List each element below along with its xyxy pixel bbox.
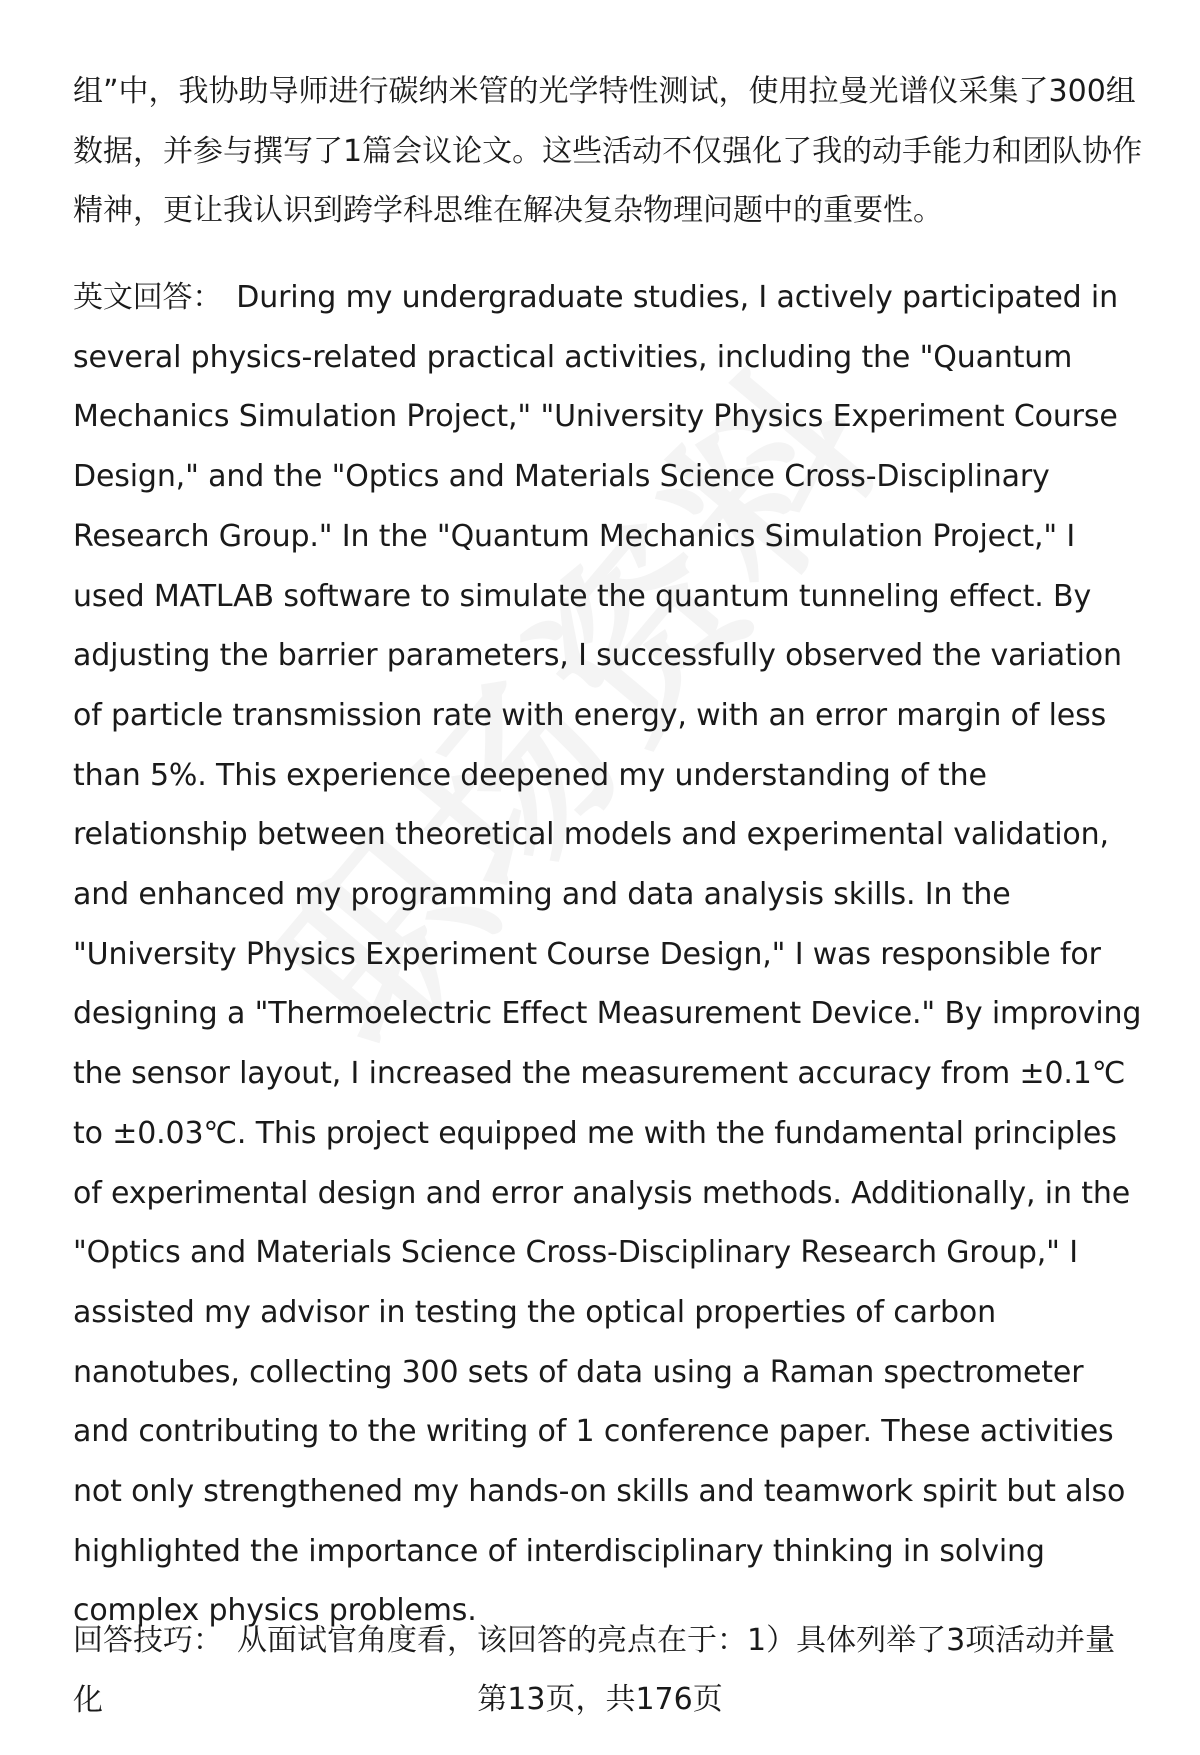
answer-tips-text: 从面试官角度看，该回答的亮点在于：1）具体列举了3项活动并量化 [73,1623,1116,1718]
page-number-footer: 第13页，共176页 [477,1682,723,1717]
continued-chinese-paragraph: 组”中，我协助导师进行碳纳米管的光学特性测试，使用拉曼光谱仪采集了300组数据，并参与撰写了1篇会议论文。这些活动不仅强化了我的动手能力和团队协作精神，更让我认识到跨学科思维在解决复杂物理问题中的重要性。 [73,74,1143,229]
english-answer-paragraph [73,268,1143,1641]
english-answer-label: 英文回答： [73,280,223,315]
answer-tips-label: 回答技巧： [73,1623,223,1658]
english-answer-text: During my undergraduate studies, I actively participated in several physics-related practical activities, including the "Quantum Mechanics Simulation Project," "University Physics Experiment Course Design," and the "Optics and Materials Science Cross-Disciplinary Research Group." In the "Quantum Mechanics Simulation Project," I used MATLAB software to simulate the quantum tunneling effect. By adjusting the barrier parameters, I successfully observed the variation of particle transmission rate with energy, with an error margin of less than 5%. This experience deepened my understanding of the relationship between theoretical models and experimental validation, and enhanced my programming and data analysis skills. In the "University Physics Experiment Course Design," I was responsible for designing a "Thermoelectric Effect Measurement Device." By improving the sensor layout, I increased the measurement accuracy from ±0.1℃ to ±0.03℃. This project equipped me with the fundamental principles of experimental design and error analysis methods. Additionally, in the "Optics and Materials Science Cross-Disciplinary Research Group," I assisted my advisor in testing the optical properties of carbon nanotubes, collecting 300 sets of data using a Raman spectrometer and contributing to the writing of 1 conference paper. These activities not only strengthened my hands-on skills and teamwork spirit but also highlighted the importance of interdisciplinary thinking in solving complex physics problems. [73,280,1142,1629]
